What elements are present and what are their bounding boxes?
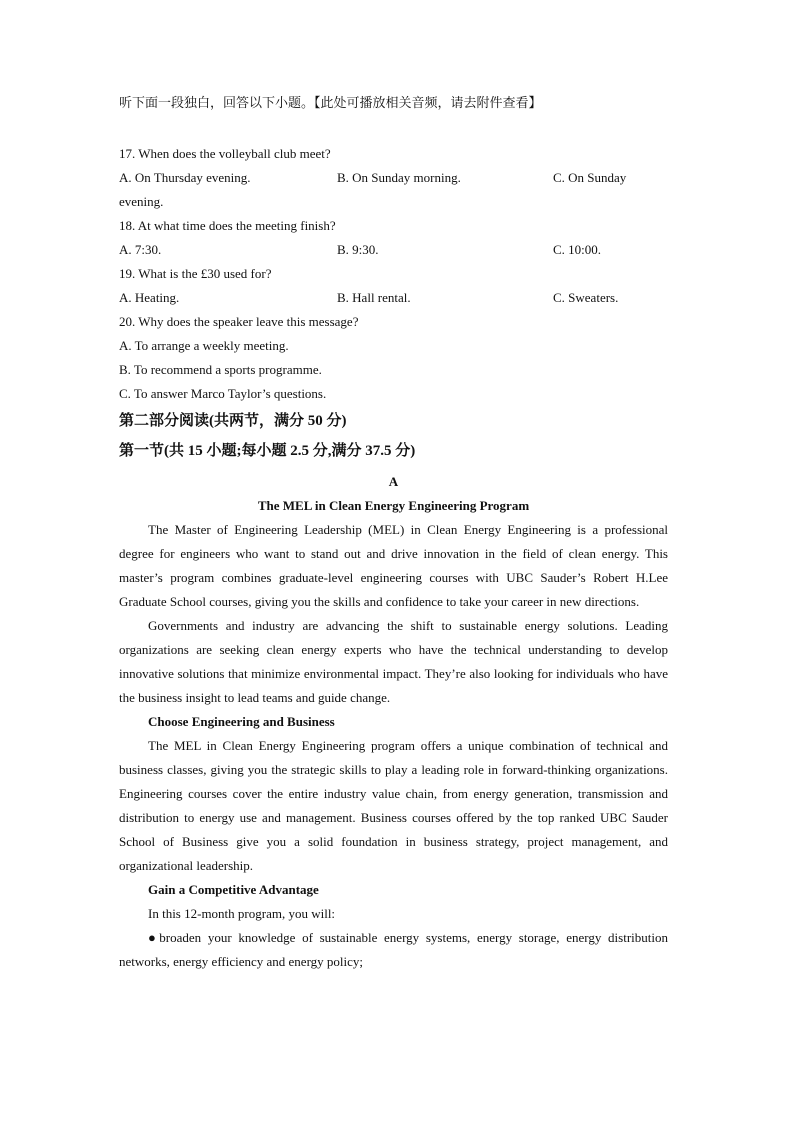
question-19 — [119, 262, 668, 310]
passage-title: The MEL in Clean Energy Engineering Program — [257, 498, 530, 513]
bullet-item: ●broaden your knowledge of sustainable energy systems, energy storage, energy distribution networks, energy efficiency and energy policy; — [119, 930, 668, 969]
listening-instruction: 听下面一段独白，回答以下小题。【此处可播放相关音频，请去附件查看】 — [119, 96, 542, 111]
paragraph-2: Governments and industry are advancing the shift to sustainable energy solutions. Leading organizations are seeking clean energy experts who have the technical understanding to develop innovative solutions that minimize environmental impact. They’re also looking for individuals who have the business insight to lead teams and guide change. — [119, 618, 668, 705]
option-b: B. Hall rental. — [337, 290, 411, 305]
subheading-competitive-advantage: Gain a Competitive Advantage — [148, 882, 319, 897]
question-20 — [119, 310, 668, 406]
option-c: C. To answer Marco Taylor’s questions. — [119, 386, 327, 401]
option-a: A. On Thursday evening. — [119, 170, 251, 185]
option-c: C. Sweaters. — [553, 290, 619, 305]
option-b: B. On Sunday morning. — [337, 170, 461, 185]
question-text: 17. When does the volleyball club meet? — [119, 146, 331, 161]
passage-letter: A — [388, 474, 399, 489]
option-a: A. 7:30. — [119, 242, 162, 257]
question-text: 19. What is the £30 used for? — [119, 266, 272, 281]
option-a: A. To arrange a weekly meeting. — [119, 338, 289, 353]
question-options — [119, 166, 668, 190]
paragraph-1: The Master of Engineering Leadership (MEL) in Clean Energy Engineering is a professional degree for engineers who want to stand out and drive innovation in the field of clean energy. This master’s program combines graduate-level engineering courses with UBC Sauder’s Robert H.Lee Graduate School courses, giving you the skills and confidence to take your career in new directions. — [119, 522, 668, 609]
subheading-engineering-business: Choose Engineering and Business — [148, 714, 335, 729]
question-17 — [119, 142, 668, 214]
option-b: B. To recommend a sports programme. — [119, 362, 322, 377]
question-options — [119, 286, 668, 310]
option-a: A. Heating. — [119, 290, 180, 305]
paragraph-4: In this 12-month program, you will: — [148, 906, 336, 921]
paragraph-3: The MEL in Clean Energy Engineering program offers a unique combination of technical and business classes, giving you the strategic skills to play a leading role in forward-thinking organizations. Engineering courses cover the entire industry value chain, from energy generation, transmission and distribution to energy use and management. Business courses offered by the top ranked UBC Sauder School of Business give you a solid foundation in business strategy, project management, and organizational leadership. — [119, 738, 668, 873]
question-18 — [119, 214, 668, 262]
option-c-continuation: evening. — [119, 194, 164, 209]
question-text: 20. Why does the speaker leave this message? — [119, 314, 359, 329]
document-content — [119, 92, 668, 974]
question-options — [119, 238, 668, 262]
option-c: C. 10:00. — [553, 242, 602, 257]
question-text: 18. At what time does the meeting finish? — [119, 218, 336, 233]
section-heading: 第一节(共 15 小题;每小题 2.5 分,满分 37.5 分) — [119, 443, 416, 459]
option-c: C. On Sunday — [553, 170, 627, 185]
option-b: B. 9:30. — [337, 242, 379, 257]
part-heading: 第二部分阅读(共两节，满分 50 分) — [119, 413, 347, 429]
